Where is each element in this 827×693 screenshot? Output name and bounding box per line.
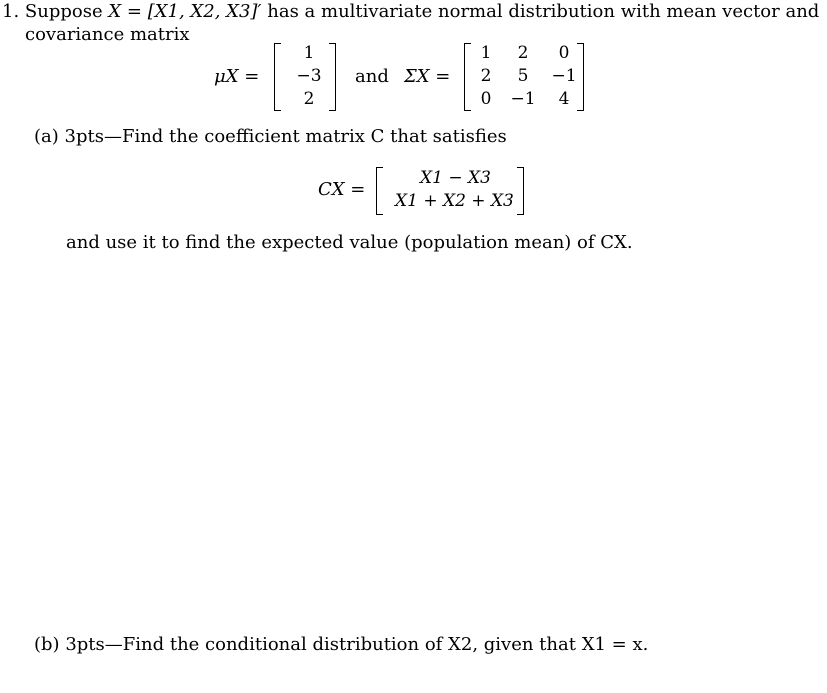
cov-cell: 1	[480, 43, 492, 63]
cov-cell: 2	[480, 66, 492, 86]
cov-cell: 0	[480, 89, 492, 109]
cx-row-1: X1 − X3	[420, 168, 491, 188]
and-text: and	[355, 66, 389, 87]
part-a-line	[34, 128, 507, 146]
x-definition: X = [X1, X2, X3]′	[108, 1, 262, 22]
part-b-line	[34, 636, 648, 654]
cx-bracket-left	[376, 167, 383, 215]
cov-label: ΣX =	[404, 66, 451, 87]
cov-cell: 5	[517, 66, 529, 86]
problem-line-2: covariance matrix	[25, 24, 190, 45]
mean-bracket-right	[329, 43, 336, 111]
cov-cell: 4	[558, 89, 570, 109]
mean-label: μX =	[214, 66, 260, 87]
intro-post: has a multivariate normal distribution with mean vector and	[267, 1, 820, 22]
cx-row-2: X1 + X2 + X3	[395, 191, 514, 211]
problem-line-1	[2, 3, 819, 21]
cov-cell: 2	[517, 43, 529, 63]
mean-bracket-left	[274, 43, 281, 111]
part-b-label: (b)	[34, 634, 60, 655]
cov-bracket-left	[464, 43, 471, 111]
cov-cell: −1	[510, 89, 536, 109]
part-a-followup: and use it to find the expected value (population mean) of CX.	[66, 232, 633, 253]
cov-cell: −1	[551, 66, 577, 86]
problem-number: 1.	[2, 1, 20, 22]
mean-cell: 1	[303, 43, 315, 63]
intro-pre: Suppose	[24, 1, 103, 22]
mean-cell: 2	[303, 89, 315, 109]
cx-bracket-right	[517, 167, 524, 215]
part-a-label: (a)	[34, 126, 59, 147]
part-b-text: 3pts—Find the conditional distribution of X2, given that X1 = x.	[65, 634, 649, 655]
cov-cell: 0	[558, 43, 570, 63]
part-a-text: 3pts—Find the coefficient matrix C that satisfies	[64, 126, 507, 147]
cx-label: CX =	[318, 179, 366, 200]
mean-cell: −3	[296, 66, 322, 86]
